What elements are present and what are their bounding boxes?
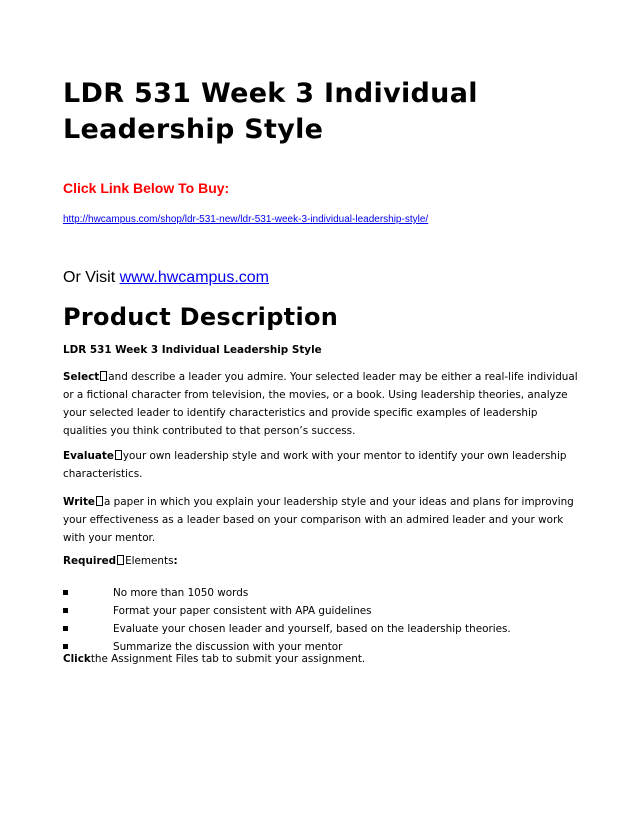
missing-glyph-box xyxy=(115,450,122,460)
list-item xyxy=(63,620,583,638)
evaluate-keyword: Evaluate xyxy=(63,450,114,462)
click-text: the Assignment Files tab to submit your assignment. xyxy=(90,653,366,665)
missing-glyph-box xyxy=(117,555,124,565)
bullet-icon xyxy=(63,644,68,649)
evaluate-text: your own leadership style and work with your mentor to identify your own leadership characteristics. xyxy=(63,450,567,480)
visit-prefix: Or Visit xyxy=(63,269,120,286)
product-subtitle: LDR 531 Week 3 Individual Leadership Style xyxy=(63,344,322,356)
required-colon: : xyxy=(173,555,178,567)
list-item-text: Evaluate your chosen leader and yourself, based on the leadership theories. xyxy=(113,623,511,635)
click-keyword: Click xyxy=(63,653,91,665)
list-item-text: Summarize the discussion with your mentor xyxy=(113,641,343,653)
list-item xyxy=(63,602,583,620)
write-paragraph xyxy=(63,493,583,547)
visit-link[interactable]: www.hwcampus.com xyxy=(119,269,269,286)
buy-link[interactable]: http://hwcampus.com/shop/ldr-531-new/ldr-531-week-3-individual-leadership-style/ xyxy=(63,214,429,225)
write-keyword: Write xyxy=(63,496,95,508)
document-title: LDR 531 Week 3 Individual Leadership Style xyxy=(63,78,478,145)
required-paragraph xyxy=(63,552,583,570)
buy-label: Click Link Below To Buy: xyxy=(63,180,230,196)
click-paragraph xyxy=(63,650,583,668)
missing-glyph-box xyxy=(96,496,103,506)
missing-glyph-box xyxy=(100,371,107,381)
list-item-text: No more than 1050 words xyxy=(113,587,249,599)
required-keyword: Required xyxy=(63,555,117,567)
select-keyword: Select xyxy=(63,371,100,383)
bullet-icon xyxy=(63,590,68,595)
requirements-list xyxy=(63,584,583,656)
required-text: Elements xyxy=(125,555,174,567)
select-paragraph xyxy=(63,368,583,440)
section-heading: Product Description xyxy=(63,303,339,331)
write-text: a paper in which you explain your leadership style and your ideas and plans for improving your effectiveness as a leader based on your comparison with an admired leader and your work with your mentor. xyxy=(63,496,574,544)
list-item xyxy=(63,584,583,602)
bullet-icon xyxy=(63,608,68,613)
select-text: and describe a leader you admire. Your selected leader may be either a real-life individual or a fictional character from television, the movies, or a book. Using leadership theories, analyze your selected leader to identify characteristics and provide specific examples of leadership qualities you think contributed to that person’s success. xyxy=(63,371,578,437)
list-item-text: Format your paper consistent with APA guidelines xyxy=(113,605,372,617)
visit-line xyxy=(63,269,269,287)
evaluate-paragraph xyxy=(63,447,583,483)
bullet-icon xyxy=(63,626,68,631)
